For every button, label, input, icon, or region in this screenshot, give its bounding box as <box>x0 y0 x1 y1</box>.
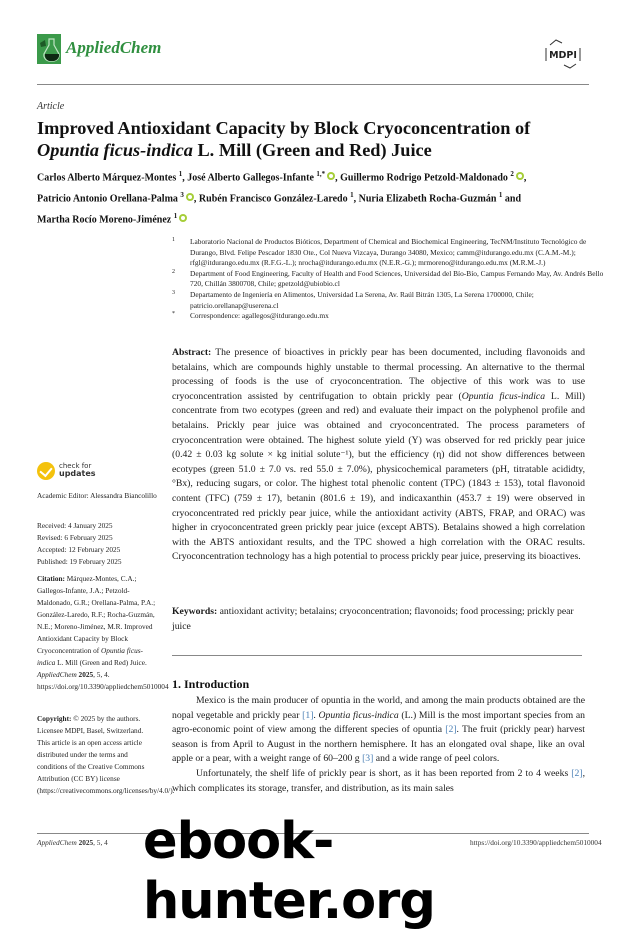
introduction-body <box>172 694 585 796</box>
received-date: Received: 4 January 2025 <box>37 521 113 530</box>
author[interactable]: José Alberto Gallegos-Infante <box>187 172 314 184</box>
mdpi-logo-icon <box>542 39 584 69</box>
citation-link[interactable]: [1] <box>302 709 314 721</box>
academic-editor: Academic Editor: Alessandra Biancolillo <box>37 491 157 500</box>
correspondence: * Correspondence: agallegos@itdurango.edu.mx <box>172 311 329 321</box>
svg-text:MDPI: MDPI <box>549 50 577 61</box>
citation-link[interactable]: [2] <box>445 724 457 736</box>
author[interactable]: Martha Rocío Moreno-Jiménez <box>37 213 172 225</box>
citation-block: Citation: Márquez-Montes, C.A.; Gallegos-Infante, J.A.; Petzold-Maldonado, G.R.; Orellana-Palma, P.A.; González-Laredo, R.F.; Rocha-Guzmán, N.E.; Moreno-Jiménez, M.R. Improved Antioxidant Capacity by Block Cryoconcentration of Opuntia ficus-indica L. Mill (Green and Red) Juice. AppliedChem 2025, 5, 4. https://doi.org/10.3390/appliedchem5010004 <box>37 574 169 691</box>
article-title: Improved Antioxidant Capacity by Block Cryoconcentration of Opuntia ficus-indica L. Mill (Green and Red) Juice <box>37 118 531 160</box>
affiliations <box>172 237 612 322</box>
orcid-icon[interactable] <box>179 214 187 222</box>
copyright-block: Copyright: © 2025 by the authors. Licensee MDPI, Basel, Switzerland. This article is an open access article distributed under the terms and conditions of the Creative Commons Attribution (CC BY) license (https://creativecommons.org/licenses/by/4.0/). <box>37 714 175 795</box>
author[interactable]: Patricio Antonio Orellana-Palma <box>37 193 178 205</box>
paragraph: Unfortunately, the shelf life of prickly pear is short, as it has been reported from 2 to 4 weeks [2], which complicates its storage, transfer, and distribution, as its main sales <box>172 767 585 794</box>
article-type: Article <box>37 101 65 112</box>
author-list: Carlos Alberto Márquez-Montes $^1$, José Alberto Gallegos-Infante $^{1,*}$ , Guillermo Rodrigo Petzold-Maldonado $^2$ , Patricio Antonio Orellana-Palma $^3$ , Rubén Francisco González-Laredo $^1$, Nuria Elizabeth Rocha-Guzmán $^1$ and Martha Rocío Moreno-Jiménez $^1$ <box>37 170 527 225</box>
abstract: Abstract: The presence of bioactives in prickly pear has been documented, including flavonoids and betalains, which are compounds highly unstable to thermal processing. An alternative to the thermal processing of foods is the use of cryoconcentration. The objective of this work was to use cryoconcentration assisted by centrifugation to obtain prickly pear (Opuntia ficus-indica L. Mill) concentrate from two ecotypes (green and red) and evaluate their impact on the polyphenol profile and betalains. Prickly pear juice was obtained and cryoconcentrated. The process parameters of cryoconcentration were obtained. The highest solute yield (Y) was observed for red prickly pear juice (0.42 ± 0.03 kg solute × kg initial solute⁻¹), but the efficiency (η) did not show differences between ecotypes (green 51.0 ± 7.0 vs. red 55.0 ± 7.0%), physicochemical parameters (pH, titratable acididty, °Bx), reducing sugars, or color. The highest total phenolic content (TPC) (1843 ± 153), total flavonoid content (TFC) (759 ± 17), betanin (801.6 ± 19), and indicaxanthin (453.7 ± 19) were observed in cryoconcentrated red prickly pear juice, while the antioxidant activity (ABTS, FRAP, and ORAC) was higher in cryoconcentrated green prickly pear juice (except ABTS). Betalains showed a high correlation with the ABTS antioxidant results, and the TPC showed a high correlation with the ORAC results. Cryoconcentration technology has a high potential to process prickly pear juice, preserving its bioactives. <box>172 347 585 563</box>
section-divider <box>172 655 582 656</box>
paragraph: Mexico is the main producer of opuntia in the world, and among the main products obtained are the nopal vegetable and prickly pear [1]. Opuntia ficus-indica (L.) Mill is the most important species from an agro-economic point of view among the different species of opuntia [2]. The fruit (prickly pear) harvest season is from April to August in the northern hemisphere. It has an elongated oval shape, like an oval apple or a pear, with a weight range of 60–200 g [3] and a wide range of peel colors. <box>172 695 586 765</box>
watermark-text: ebook-hunter.org <box>143 812 435 931</box>
author[interactable]: Rubén Francisco González-Laredo <box>198 193 348 205</box>
keywords: Keywords: antioxidant activity; betalains; cryoconcentration; flavonoids; food processing; prickly pear juice <box>172 606 574 632</box>
revised-date: Revised: 6 February 2025 <box>37 533 113 542</box>
accepted-date: Accepted: 12 February 2025 <box>37 545 121 554</box>
author[interactable]: Guillermo Rodrigo Petzold-Maldonado <box>340 172 508 184</box>
citation-link[interactable]: [2] <box>571 767 583 779</box>
author[interactable]: Carlos Alberto Márquez-Montes <box>37 172 177 184</box>
published-date: Published: 19 February 2025 <box>37 557 122 566</box>
journal-name: AppliedChem <box>66 38 162 57</box>
section-heading: 1. Introduction <box>172 677 250 691</box>
journal-logo-icon <box>37 34 61 64</box>
orcid-icon[interactable] <box>327 172 335 180</box>
orcid-icon[interactable] <box>516 172 524 180</box>
checkmark-icon <box>37 462 55 480</box>
affiliation-1: 1 Laboratorio Nacional de Productos Bióticos, Department of Chemical and Biochemical Engineering, TecNM/Instituto Tecnológico de Durango, Blvd. Felipe Pescador 1830 Ote., Col Nueva Vizcaya, Durango 34080, Mexico; camm@itdurango.edu.mx (C.A.M.-M.); rfgl@itdurango.edu.mx (R.F.G.-L.); nrocha@itdurango.edu.mx (N.E.R.-G.); mrmoreno@itdurango.edu.mx (M.R.M.-J.) <box>172 237 587 268</box>
affiliation-3: 3 Departamento de Ingeniería en Alimentos, Universidad La Serena, Av. Raúl Bitrán 1305, La Serena 1700000, Chile; patricio.orellanap@userena.cl <box>172 289 534 310</box>
footer-doi-link[interactable]: https://doi.org/10.3390/appliedchem5010004 <box>470 838 602 847</box>
header-divider <box>37 84 589 85</box>
check-for-updates-button[interactable]: check for updates <box>37 461 97 483</box>
footer-journal: AppliedChem 2025, 5, 4 <box>37 838 108 847</box>
affiliation-2: 2 Department of Food Engineering, Faculty of Health and Food Sciences, Universidad del Bío-Bío, Campus Fernando May, Av. Andrés Bello 720, Chillán 3800708, Chile; gpetzold@ubiobio.cl <box>172 268 604 289</box>
orcid-icon[interactable] <box>186 193 194 201</box>
citation-link[interactable]: [3] <box>362 753 374 765</box>
author[interactable]: Nuria Elizabeth Rocha-Guzmán <box>358 193 497 205</box>
